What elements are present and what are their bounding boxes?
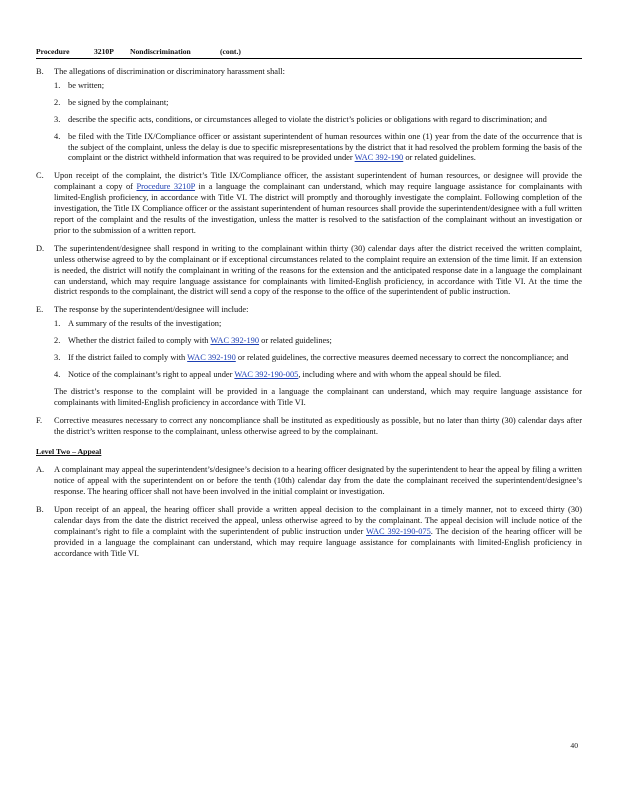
section-d-text: The superintendent/designee shall respond in writing to the complainant within thirty (30) calendar days after the district received the written complaint, unless otherwise agreed to by the complainant or if exceptional circumstances related to the complaint require an extension of the time limit. If an extension is needed, the district will notify the complainant in writing of the reasons for the extension and the anticipated response date in a language the complainant can understand, which may require language assistance for complainants with limited-English proficiency, in accordance with Title VI. At the time the district responds to the complainant, the district will send a copy of the response to the office of the superintendent of public instruction. (54, 243, 582, 297)
page-header (36, 47, 582, 59)
section-b-item-3 (54, 115, 582, 126)
section-b-label: B. (36, 67, 44, 76)
section-c (36, 171, 582, 236)
section-e-item-2-text-end: or related guidelines; (259, 336, 332, 346)
section-b-item-4-text: be filed with the Title IX/Compliance officer or assistant superintendent of human resources within one (1) year from the date of the occurrence that is the subject of the complaint, unless the delay is due to specific misrepresentations by the district that it had resolved the problem forming the basis of the complaint or the district withheld information that was required to be provided under (68, 131, 582, 163)
appeal-section-a (36, 465, 582, 498)
wac-392-190-link[interactable]: WAC 392-190 (210, 336, 260, 346)
appeal-section-b-label: B. (36, 505, 44, 515)
section-e-item-1 (54, 319, 582, 330)
section-b-item-2-label: 2. (54, 97, 61, 107)
document-body (36, 67, 582, 560)
appeal-section-b-text-end: . The decision of the hearing officer will be provided in a language the complainant can understand, which may require language assistance for complainants with limited-English proficiency in accordance with Title VI. (54, 526, 583, 558)
section-b-item-1-label: 1. (54, 80, 61, 90)
section-e (36, 305, 582, 316)
appeal-section-b-text: Upon receipt of an appeal, the hearing officer shall provide a written appeal decision to the complainant in a timely manner, not to exceed thirty (30) calendar days from the date the district received the appeal, unless otherwise agreed to by the complainant. The appeal decision will include notice of the complainant’s right to file a complaint with the superintendent of public instruction under (54, 505, 582, 536)
section-e-label: E. (36, 305, 44, 315)
header-title: Nondiscrimination (130, 47, 191, 56)
section-e-intro: The response by the superintendent/designee will include: (54, 305, 249, 315)
wac-392-190-link[interactable]: WAC 392-190 (187, 353, 236, 363)
section-e-item-3-label: 3. (54, 353, 61, 363)
section-b-item-4 (54, 132, 582, 165)
section-e-item-2 (54, 336, 582, 347)
wac-392-190-005-link[interactable]: WAC 392-190-005 (234, 369, 299, 379)
section-c-text: Upon receipt of the complaint, the district’s Title IX/Compliance officer, the assistant superintendent of human resources, or designee will provide the complainant a copy of (54, 171, 582, 192)
procedure-3210p-link[interactable]: Procedure 3210P (136, 182, 196, 192)
wac-392-190-link[interactable]: WAC 392-190 (354, 153, 404, 163)
wac-392-190-075-link[interactable]: WAC 392-190-075 (366, 526, 431, 536)
section-e-item-2-text: Whether the district failed to comply with (68, 336, 211, 346)
section-b-item-4-label: 4. (54, 131, 61, 141)
section-b-item-3-label: 3. (54, 114, 61, 124)
section-e-item-2-label: 2. (54, 336, 61, 346)
section-e-item-1-text: A summary of the results of the investigation; (68, 319, 222, 329)
section-b-item-1-text: be written; (68, 80, 105, 90)
section-e-item-3-text: If the district failed to comply with (68, 353, 188, 363)
section-d-label: D. (36, 243, 45, 253)
section-b-item-3-text: describe the specific acts, conditions, or circumstances alleged to violate the district’s policies or obligations with regard to discrimination; and (68, 114, 547, 124)
section-e-item-1-label: 1. (54, 319, 61, 329)
section-e-item-3 (54, 353, 582, 364)
header-number: 3210P (94, 47, 114, 56)
section-e-item-3-text-end: or related guidelines, the corrective measures deemed necessary to correct the noncompliance; and (235, 353, 569, 363)
header-procedure: Procedure (36, 47, 70, 56)
section-b (36, 67, 582, 78)
section-c-label: C. (36, 171, 44, 181)
header-cont: (cont.) (220, 47, 241, 56)
section-e-item-4-text: Notice of the complainant’s right to appeal under (68, 369, 235, 379)
section-e-item-4 (54, 370, 582, 381)
section-b-item-4-text-end: or related guidelines. (403, 153, 476, 163)
level-two-heading: Level Two – Appeal (36, 447, 102, 457)
section-c-text-end: in a language the complainant can understand, which may require language assistance for complainants with limited-English proficiency, in accordance with Title VI. The district will promptly and thoroughly investigate the complaint. Following completion of the investigation, the Title IX Compliance officer or the assistant superintendent of human resources shall provide the superintendent/designee with a full written report of the complaint and the results of the investigation, unless the matter is resolved to the satisfaction of the complainant without an investigation or prior to the submission of a written report. (54, 182, 583, 235)
page-number: 40 (570, 741, 578, 750)
section-f-text: Corrective measures necessary to correct any noncompliance shall be instituted as expeditiously as possible, but no later than thirty (30) calendar days after the district’s written response to the complainant, unless otherwise agreed to by the complainant. (54, 415, 582, 436)
section-f-label: F. (36, 415, 43, 425)
section-b-item-2-text: be signed by the complainant; (68, 97, 169, 107)
section-b-item-1 (54, 81, 582, 92)
appeal-section-a-text: A complainant may appeal the superintendent’s/designee’s decision to a hearing officer designated by the superintendent to hear the appeal by filing a written notice of appeal with the superintendent on or before the tenth (10th) calendar day from the date the complainant received the superintendent/designee’s response. The hearing officer shall not have been involved in the initial complaint or investigation. (54, 465, 582, 497)
section-e-item-4-label: 4. (54, 369, 61, 379)
section-f (36, 416, 582, 438)
section-b-item-2 (54, 98, 582, 109)
appeal-section-b (36, 505, 582, 560)
section-d (36, 244, 582, 299)
section-e-item-4-text-end: , including where and with whom the appeal should be filed. (298, 369, 502, 379)
section-e-closing: The district’s response to the complaint will be provided in a language the complainant can understand, which may require language assistance for complainants with limited-English proficiency in accordance with Title VI. (54, 386, 582, 407)
appeal-section-a-label: A. (36, 465, 45, 475)
section-b-intro: The allegations of discrimination or discriminatory harassment shall: (54, 67, 285, 76)
